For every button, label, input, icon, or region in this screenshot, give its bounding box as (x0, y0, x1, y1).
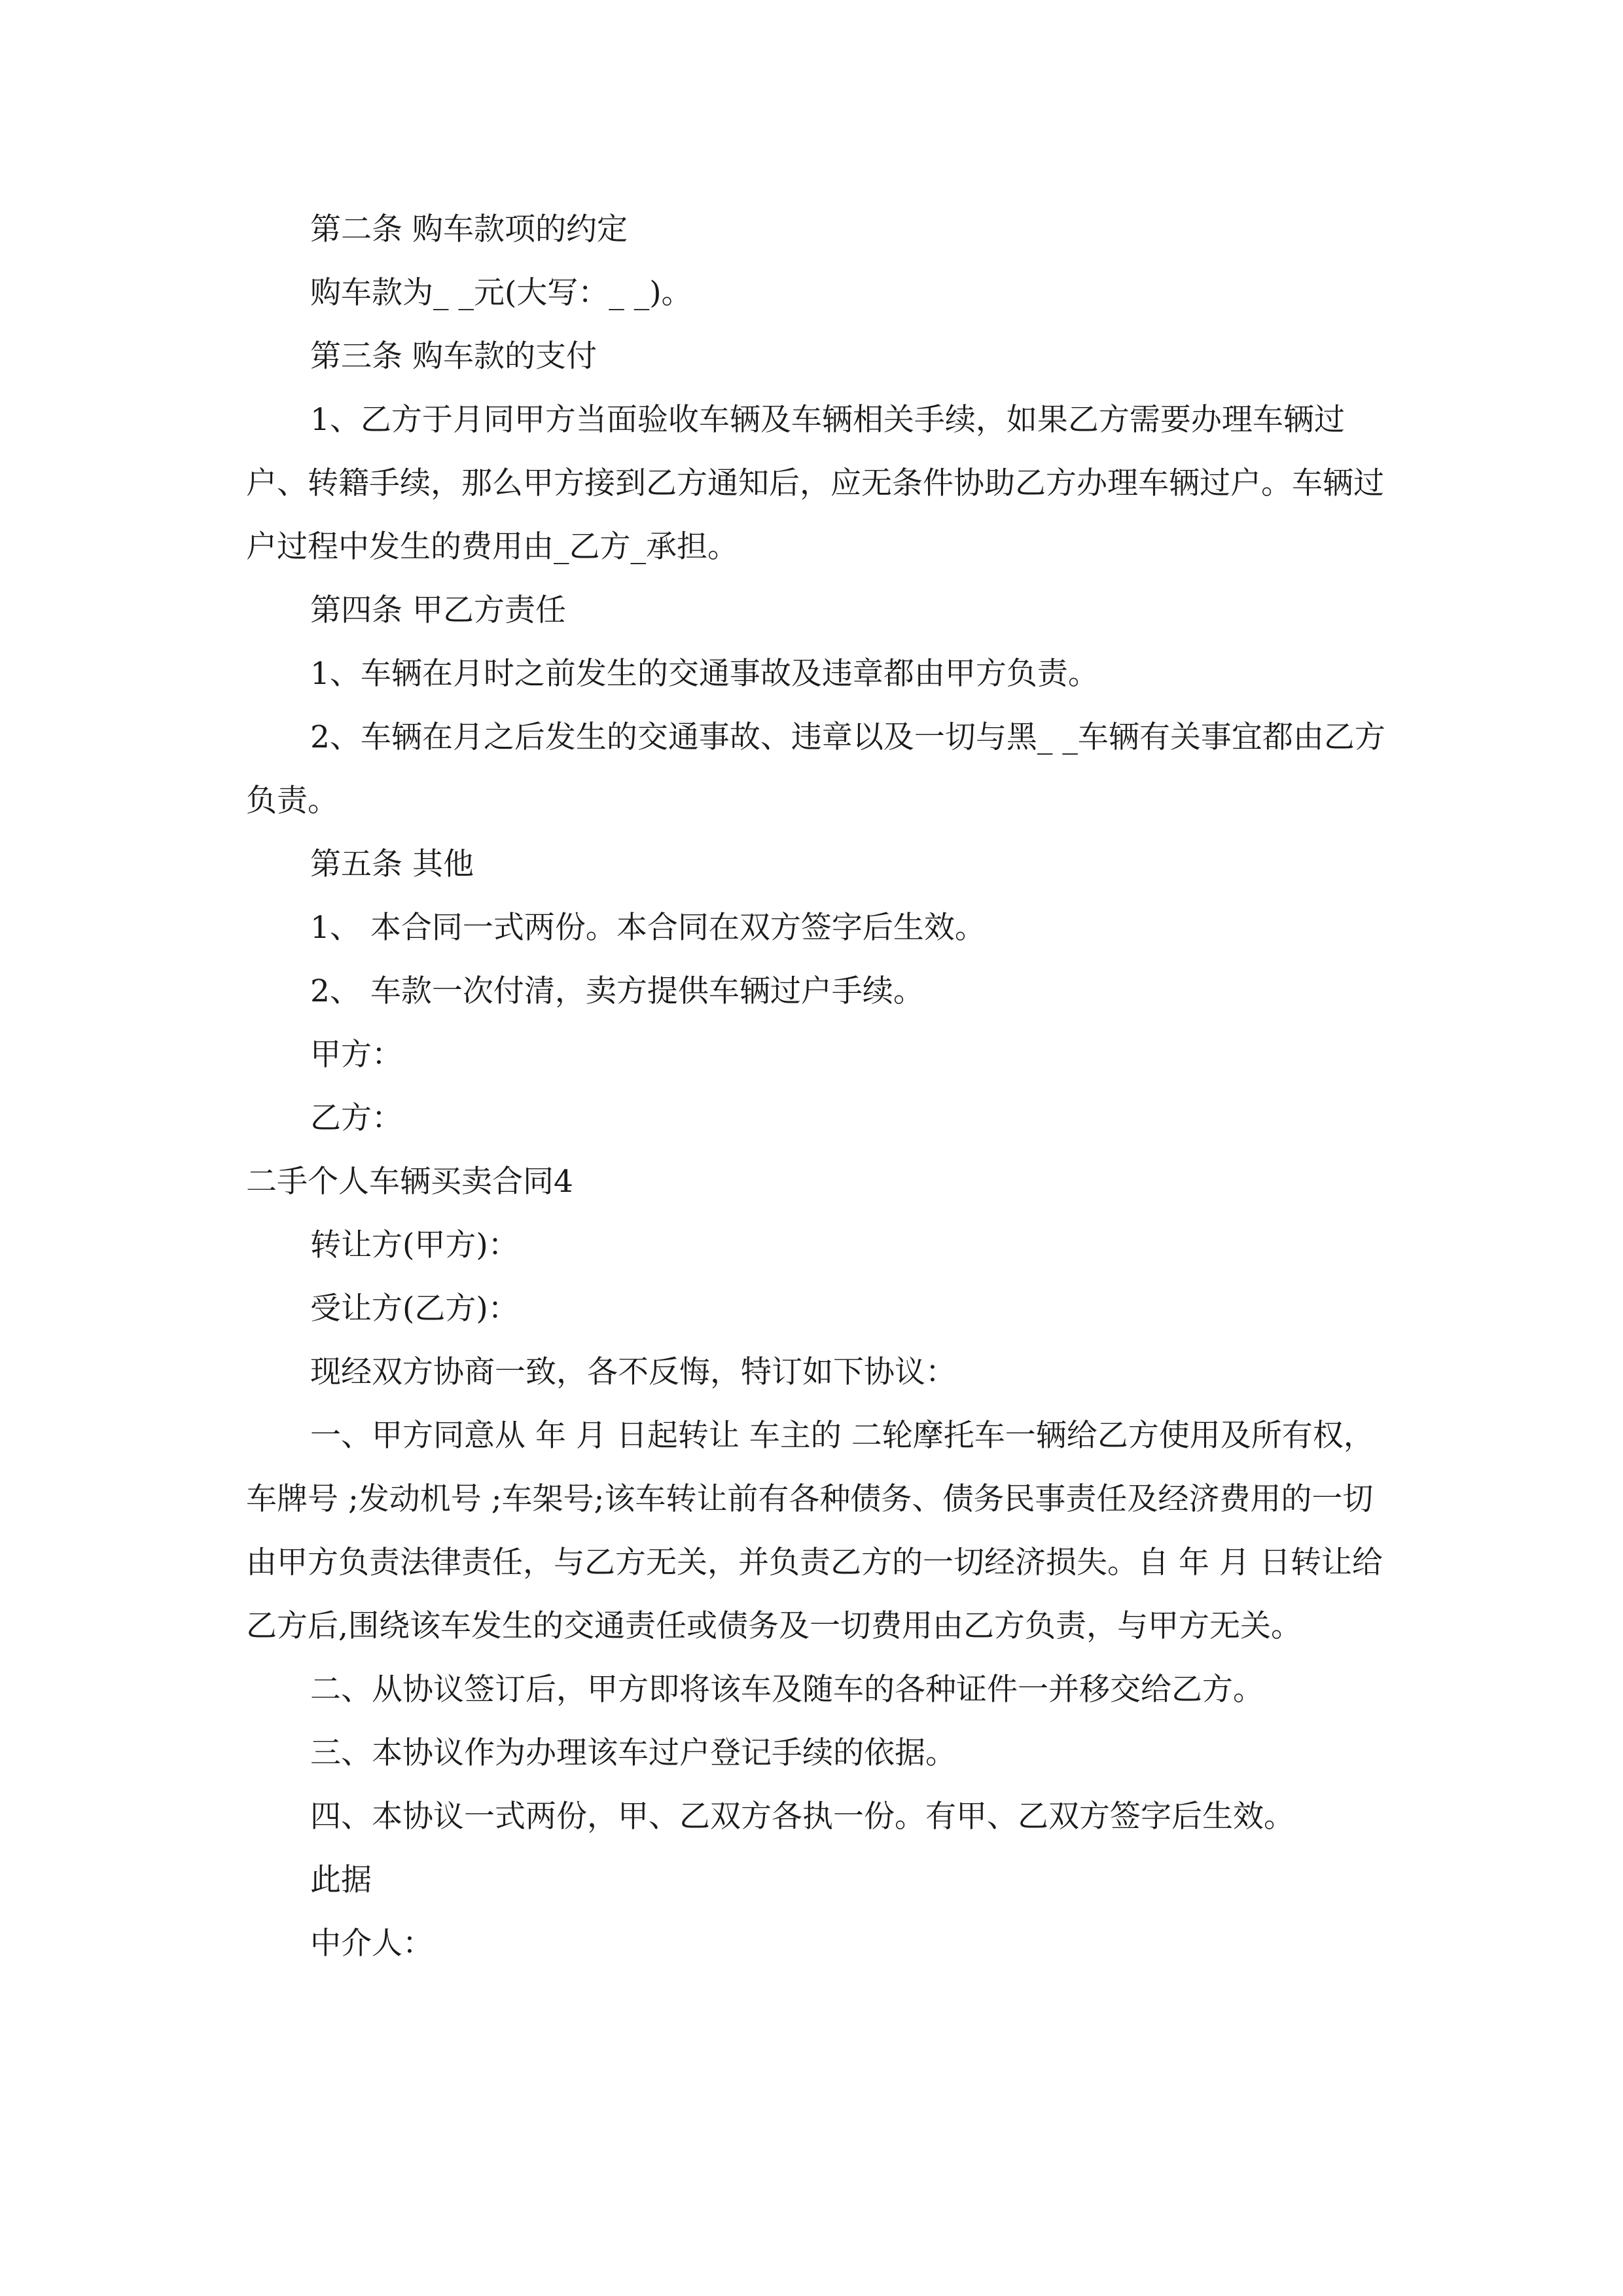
section-heading-4: 第四条 甲乙方责任 (310, 592, 566, 628)
clause-2: 二、从协议签订后，甲方即将该车及随车的各种证件一并移交给乙方。 (310, 1672, 1264, 1708)
paragraph-liability-2: 2、车辆在月之后发生的交通事故、违章以及一切与黑_ _车辆有关事宜都由乙方负责。 (246, 719, 1385, 819)
intermediary-label: 中介人： (310, 1926, 433, 1962)
paragraph-price: 购车款为_ _元(大写：_ _)。 (310, 275, 692, 311)
transferor-label: 转让方(甲方)： (310, 1227, 519, 1263)
clause-4: 四、本协议一式两份，甲、乙双方各执一份。有甲、乙双方签字后生效。 (310, 1799, 1294, 1835)
paragraph-other-1: 1、 本合同一式两份。本合同在双方签字后生效。 (310, 910, 986, 946)
clause-3: 三、本协议作为办理该车过户登记手续的依据。 (310, 1735, 956, 1771)
party-a-signature: 甲方： (310, 1037, 402, 1073)
section-heading-5: 第五条 其他 (310, 846, 474, 882)
section-heading-2: 第二条 购车款项的约定 (310, 211, 628, 247)
contract-title: 二手个人车辆买卖合同4 (246, 1164, 573, 1200)
paragraph-liability-1: 1、车辆在月时之前发生的交通事故及违章都由甲方负责。 (310, 656, 1099, 692)
closing-note: 此据 (310, 1862, 372, 1898)
party-b-signature: 乙方： (310, 1100, 402, 1136)
clause-1: 一、甲方同意从 年 月 日起转让 车主的 二轮摩托车一辆给乙方使用及所有权，车牌号 ;发动机号 ;车架号;该车转让前有各种债务、债务民事责任及经济费用的一切由甲方负责法律责任，与乙方无关，并负责乙方的一切经济损失。自 年 月 日转让给乙方后,围绕该车发生的交通责任或债务及一切费用由乙方负责，与甲方无关。 (246, 1418, 1383, 1644)
paragraph-payment: 1、乙方于月同甲方当面验收车辆及车辆相关手续，如果乙方需要办理车辆过户、转籍手续，那么甲方接到乙方通知后，应无条件协助乙方办理车辆过户。车辆过户过程中发生的费用由_乙方_承担。 (246, 402, 1384, 565)
section-heading-3: 第三条 购车款的支付 (310, 338, 597, 374)
document-body (246, 198, 1398, 1975)
transferee-label: 受让方(乙方)： (310, 1291, 519, 1327)
agreement-intro: 现经双方协商一致，各不反悔，特订如下协议： (310, 1354, 956, 1390)
paragraph-other-2: 2、 车款一次付清，卖方提供车辆过户手续。 (310, 973, 924, 1009)
